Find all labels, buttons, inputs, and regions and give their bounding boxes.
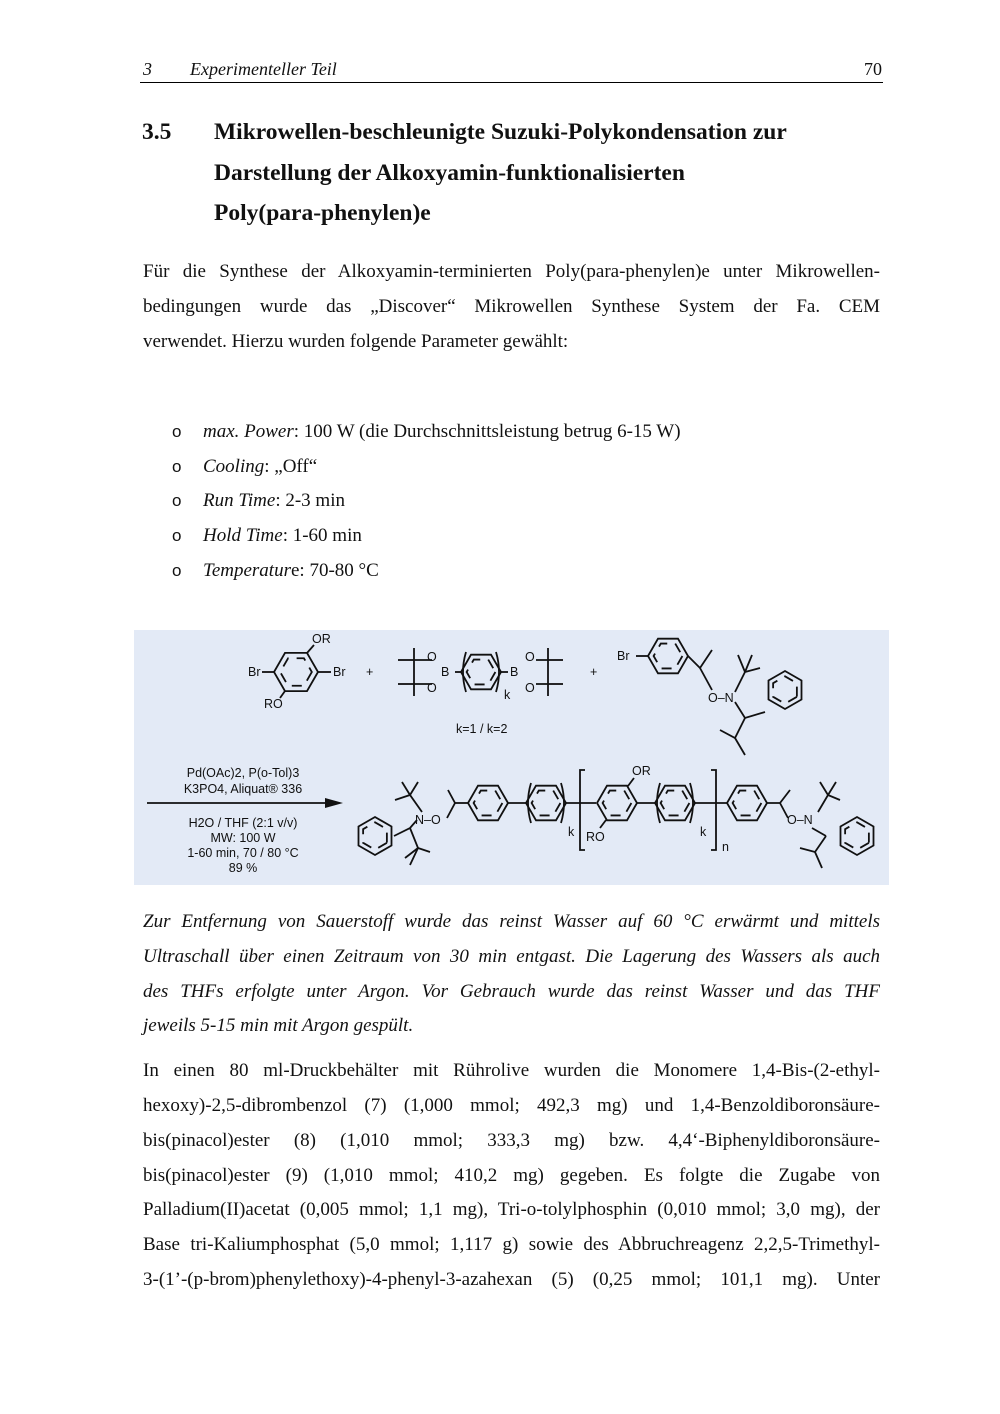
bond xyxy=(735,738,745,755)
label-n-o: N–O xyxy=(415,813,441,827)
degas-line: Zur Entfernung von Sauerstoff wurde das reinst Wasser auf 60 °C erwärmt und mittels xyxy=(143,911,880,932)
bond xyxy=(800,836,826,852)
condition-yield: 89 % xyxy=(228,861,258,875)
header-chapter-number: 3 xyxy=(143,59,152,79)
procedure-line: hexoxy)-2,5-dibrombenzol (7) (1,000 mmol; 492,3 mg) und 1,4-Benzoldiboronsäure- xyxy=(143,1095,880,1116)
procedure-line: bis(pinacol)ester (8) (1,010 mmol; 333,3 mg) bzw. 4,4‘-Biphenyldiboronsäure- xyxy=(143,1130,880,1151)
label-ro: RO xyxy=(264,697,283,711)
page-number: 70 xyxy=(864,59,882,79)
reaction-scheme xyxy=(134,630,889,885)
header-chapter-title: Experimenteller Teil xyxy=(190,59,337,79)
bond xyxy=(447,790,455,818)
aromatic-bond xyxy=(467,660,496,685)
label-o: O xyxy=(525,681,535,695)
reaction-scheme-drawing xyxy=(134,630,889,885)
label-b: B xyxy=(510,665,519,679)
bond xyxy=(402,782,410,795)
header-rule xyxy=(140,82,883,83)
bond xyxy=(738,655,745,672)
parenthesis xyxy=(561,783,564,823)
bullet-icon: o xyxy=(172,491,182,510)
reaction-arrow-head xyxy=(325,798,343,808)
bullet-icon: o xyxy=(172,526,182,545)
bond xyxy=(628,778,634,786)
aromatic-bond xyxy=(661,791,690,816)
plus-sign: + xyxy=(590,665,598,679)
bond xyxy=(410,828,418,865)
parenthesis xyxy=(528,783,531,823)
parameter-item: o Run Time: 2-3 min xyxy=(172,490,345,511)
label-k: k xyxy=(700,825,707,839)
parenthesis xyxy=(496,652,499,692)
aromatic-bond xyxy=(845,822,869,849)
degas-line: des THFs erfolgte unter Argon. Vor Gebrauch wurde das reinst Wasser und das THF xyxy=(143,981,880,1002)
bond xyxy=(600,820,606,828)
section-title-line: Poly(para-phenylen)e xyxy=(214,200,431,226)
label-n: n xyxy=(722,840,729,854)
section-title-line: Darstellung der Alkoxyamin-funktionalisierten xyxy=(214,160,685,186)
parenthesis xyxy=(690,783,693,823)
label-o-n: O–N xyxy=(787,813,813,827)
label-b: B xyxy=(441,665,450,679)
bond xyxy=(828,782,836,795)
bond xyxy=(720,718,745,738)
bracket xyxy=(580,770,585,850)
bullet-icon: o xyxy=(172,457,182,476)
bracket xyxy=(711,770,716,850)
bond xyxy=(818,795,840,812)
bond xyxy=(767,790,790,803)
parameter-item: o max. Power: 100 W (die Durchschnittsleistung betrug 6-15 W) xyxy=(172,421,681,442)
aromatic-bond xyxy=(532,791,561,816)
condition-solvent: H2O / THF (2:1 v/v) xyxy=(188,816,298,830)
aromatic-bond xyxy=(280,658,312,686)
section-number: 3.5 xyxy=(142,119,172,145)
parenthesis xyxy=(657,783,660,823)
degas-line: Ultraschall über einen Zeitraum von 30 min entgast. Die Lagerung des Wassers als auch xyxy=(143,946,880,967)
bond xyxy=(735,668,760,692)
bullet-icon: o xyxy=(172,561,182,580)
label-br: Br xyxy=(617,649,630,663)
bullet-icon: o xyxy=(172,422,182,441)
procedure-line: 3-(1’-(p-brom)phenylethoxy)-4-phenyl-3-azahexan (5) (0,25 mmol; 101,1 mg). Unter xyxy=(143,1269,880,1290)
condition-time-temp: 1-60 min, 70 / 80 °C xyxy=(187,846,299,860)
aromatic-bond xyxy=(363,822,387,849)
parameter-item: o Cooling: „Off“ xyxy=(172,456,318,477)
intro-line: verwendet. Hierzu wurden folgende Parameter gewählt: xyxy=(143,331,569,352)
parameter-item: o Temperature: 70-80 °C xyxy=(172,560,379,581)
label-br: Br xyxy=(248,665,261,679)
bond xyxy=(418,848,430,852)
bond xyxy=(815,852,822,868)
parameter-item: o Hold Time: 1-60 min xyxy=(172,525,362,546)
bond xyxy=(410,782,418,795)
bond xyxy=(745,655,752,672)
procedure-line: In einen 80 ml-Druckbehälter mit Rührolive wurden die Monomere 1,4-Bis-(2-ethyl- xyxy=(143,1060,880,1081)
bond xyxy=(688,650,712,668)
aromatic-bond xyxy=(773,676,797,703)
bond xyxy=(307,645,314,653)
label-o-n: O–N xyxy=(708,691,734,705)
intro-line: bedingungen wurde das „Discover“ Mikrowellen Synthese System der Fa. CEM xyxy=(143,296,880,317)
procedure-line: Base tri-Kaliumphosphat (5,0 mmol; 1,117 g) sowie des Abbruchreagenz 2,2,5-Trimethyl- xyxy=(143,1234,880,1255)
aromatic-bond xyxy=(603,791,632,816)
condition-power: MW: 100 W xyxy=(210,831,276,845)
label-or: OR xyxy=(312,632,331,646)
plus-sign: + xyxy=(366,665,374,679)
bond xyxy=(812,828,826,836)
procedure-line: bis(pinacol)ester (9) (1,010 mmol; 410,2 mg) gegeben. Es folgte die Zugabe von xyxy=(143,1165,880,1186)
label-k: k xyxy=(568,825,575,839)
condition-catalyst: Pd(OAc)2, P(o-Tol)3 xyxy=(186,766,300,780)
bond xyxy=(700,668,712,690)
bond xyxy=(820,782,828,795)
label-o: O xyxy=(427,681,437,695)
label-o: O xyxy=(427,650,437,664)
aromatic-bond xyxy=(733,791,762,816)
label-o: O xyxy=(525,650,535,664)
bond xyxy=(536,660,548,684)
label-br: Br xyxy=(333,665,346,679)
section-title-line: Mikrowellen-beschleunigte Suzuki-Polykondensation zur xyxy=(214,119,787,145)
label-or: OR xyxy=(632,764,651,778)
intro-line: Für die Synthese der Alkoxyamin-terminierten Poly(para-phenylen)e unter Mikrowellen- xyxy=(143,261,880,282)
procedure-line: Palladium(II)acetat (0,005 mmol; 1,1 mg), Tri-o-tolylphosphin (0,010 mmol; 3,0 mg), der xyxy=(143,1199,880,1220)
k-values-label: k=1 / k=2 xyxy=(456,722,508,736)
bond xyxy=(394,820,417,836)
label-ro: RO xyxy=(586,830,605,844)
aromatic-bond xyxy=(474,791,503,816)
parenthesis xyxy=(463,652,466,692)
aromatic-bond xyxy=(654,644,683,669)
bond xyxy=(395,795,422,812)
degas-line: jeweils 5-15 min mit Argon gespült. xyxy=(143,1015,414,1036)
label-k: k xyxy=(504,688,511,702)
bond xyxy=(735,702,765,718)
condition-base: K3PO4, Aliquat® 336 xyxy=(183,782,303,796)
